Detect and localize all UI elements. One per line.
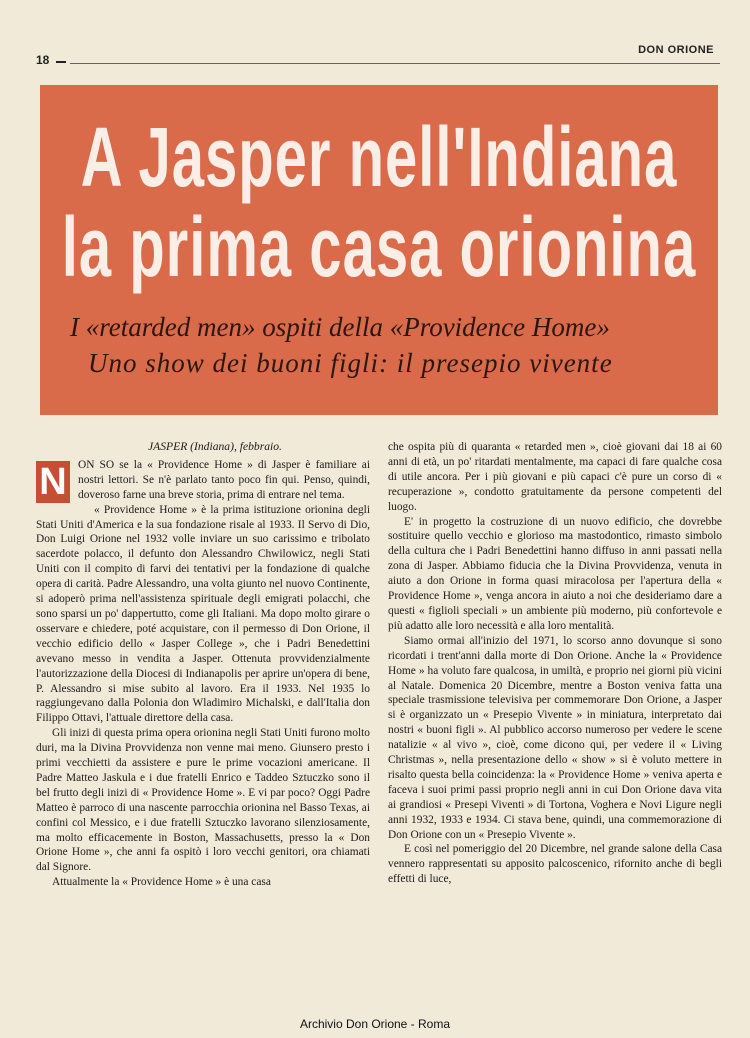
- article-paragraph: che ospita più di quaranta « retarded men », cioè giovani dai 18 ai 60 anni di età, un po' ritardati mentalmente, ma capaci di fare qualche cosa di utile ancora. Per i più giovani e più capaci c'è pure un corso di « recuperazione », condotto gratuitamente da persone competenti del luogo.: [388, 441, 722, 513]
- page-number: 18: [36, 53, 50, 67]
- article-paragraph: E' in progetto la costruzione di un nuovo edificio, che dovrebbe sostituire quello vecchio e glorioso ma mastodontico, rimasto simbolo della cultura che i Padri Benedettini hanno diffuso in anni passati nella zona di Jasper. Abbiamo fiducia che la Divina Provvidenza, venuta in aiuto a don Orione in forma quasi miracolosa per l'apertura della « Providence Home », venga ancora in aiuto a noi che desideriamo dare a questi « figlioli speciali » un ambiente più moderno, più confortevole e più adatto alle loro necessità e alla loro mentalità.: [388, 515, 722, 632]
- article-paragraph: Siamo ormai all'inizio del 1971, lo scorso anno dovunque si sono ricordati i trent'anni dalla morte di Don Orione. Anche la « Providence Home » ha voluto fare qualcosa, in umiltà, e proprio nei giorni più vicini al Natale. Domenica 20 Dicembre, mentre a Boston veniva fatta una speciale trasmissione televisiva per commemorare Don Orione, a Jasper si è organizzato un « Presepio Vivente » in miniatura, interpretato dai nostri « buoni figli ». Al pubblico accorso numeroso per vedere le scene natalizie « al vivo », cioè, come dicono qui, per vedere il « Living Christmas », nella presentazione dello « show » si è voluto mettere in risalto questa bella coincidenza: la « Providence Home » veniva aperta e faceva i suoi primi passi proprio negli anni in cui Don Orione dava vita ai grandiosi « Presepi Viventi » di Tortona, Voghera e Novi Ligure negli anni 1932, 1933 e 1934. Ci stava bene, quindi, una commemorazione di Don Orione con un « Presepio Vivente ».: [388, 634, 722, 841]
- magazine-name: DON ORIONE: [638, 44, 714, 56]
- article-paragraph: Attualmente la « Providence Home » è una casa: [52, 876, 271, 889]
- subtitle-line-2: Uno show dei buoni figli: il presepio vivente: [88, 348, 613, 378]
- paragraph-text: ON SO se la « Providence Home » di Jasper è familiare ai nostri lettori. Se n'è parlato tanto poco fin qui. Penso, quindi, doveroso farne una breve storia, prima di entrare nel tema.: [78, 458, 370, 501]
- dateline: JASPER (Indiana), febbraio.: [148, 440, 282, 453]
- subtitle-line-1: I «retarded men» ospiti della «Providence Home»: [70, 312, 610, 342]
- article-paragraph: « Providence Home » è la prima istituzione orionina degli Stati Uniti d'America e la sua fondazione risale al 1933. Il Servo di Dio, Don Luigi Orione nel 1932 volle inviare un suo carissimo e tribolato sacerdote polacco, il defunto don Alessandro Chwilowicz, negli Stati Uniti con il compito di farvi dei tentativi per la fondazione di qualche opera di carità. Padre Alessandro, una volta giunto nel nuovo Continente, si adoperò prima nell'assistenza spirituale degli emigrati polacchi, che sono sparsi un po' dappertutto, come gli Italiani. Ma dopo molto girare o osservare e chiedere, poté acquistare, con il permesso di Don Orione, il vecchio edificio dello « Jasper College », che i Padri Benedettini avevano messo in vendita a Jasper. Ottenuta provvidenzialmente l'autorizzazione della Diocesi di Indianapolis per aprire un'opera di bene, P. Alessandro si mise subito al lavoro. Era il 1933. Nel 1935 lo raggiungevano dalla Polonia don Wladimiro Michalski, e dall'Italia don Filippo Ottavi, l'attuale direttore della casa.: [36, 503, 370, 725]
- drop-cap: N: [36, 461, 70, 503]
- article-paragraph: [36, 458, 370, 503]
- headline-line-2: la prima casa orionina: [61, 200, 697, 295]
- archive-footer: Archivio Don Orione - Roma: [299, 1017, 451, 1031]
- article-paragraph: E così nel pomeriggio del 20 Dicembre, nel grande salone della Casa vennero rappresentati su apposito palcoscenico, rifornito anche di begli effetti di luce,: [388, 843, 722, 886]
- article-paragraph: Gli inizi di questa prima opera orionina negli Stati Uniti furono molto duri, ma la Divina Provvidenza non venne mai meno. Giunsero presto i primi vecchietti da assistere e pure le prime vocazioni americane. Il Padre Matteo Jaskula e i due fratelli Enrico e Taddeo Sztuczko sono il bel frutto degli inizi di « Providence Home ». E vi par poco? Oggi Padre Matteo è parroco di una nascente parrocchia orionina nel Basso Texas, ai confini col Messico, e i due fratelli Sztuczko lavorano silenziosamente, ma molto efficacemente in Boston, Massachusetts, presso la « Don Orione Home », che anni fa ospitò i loro vecchi genitori, ora chiamati dal Signore.: [36, 727, 370, 874]
- article-column-left: [36, 440, 370, 890]
- headline-line-1: A Jasper nell'Indiana: [80, 110, 678, 205]
- title-block: [40, 85, 718, 415]
- article-column-right: [388, 440, 722, 887]
- page-number-dash: [56, 61, 66, 63]
- page-header: [0, 0, 750, 70]
- header-rule: [70, 63, 720, 64]
